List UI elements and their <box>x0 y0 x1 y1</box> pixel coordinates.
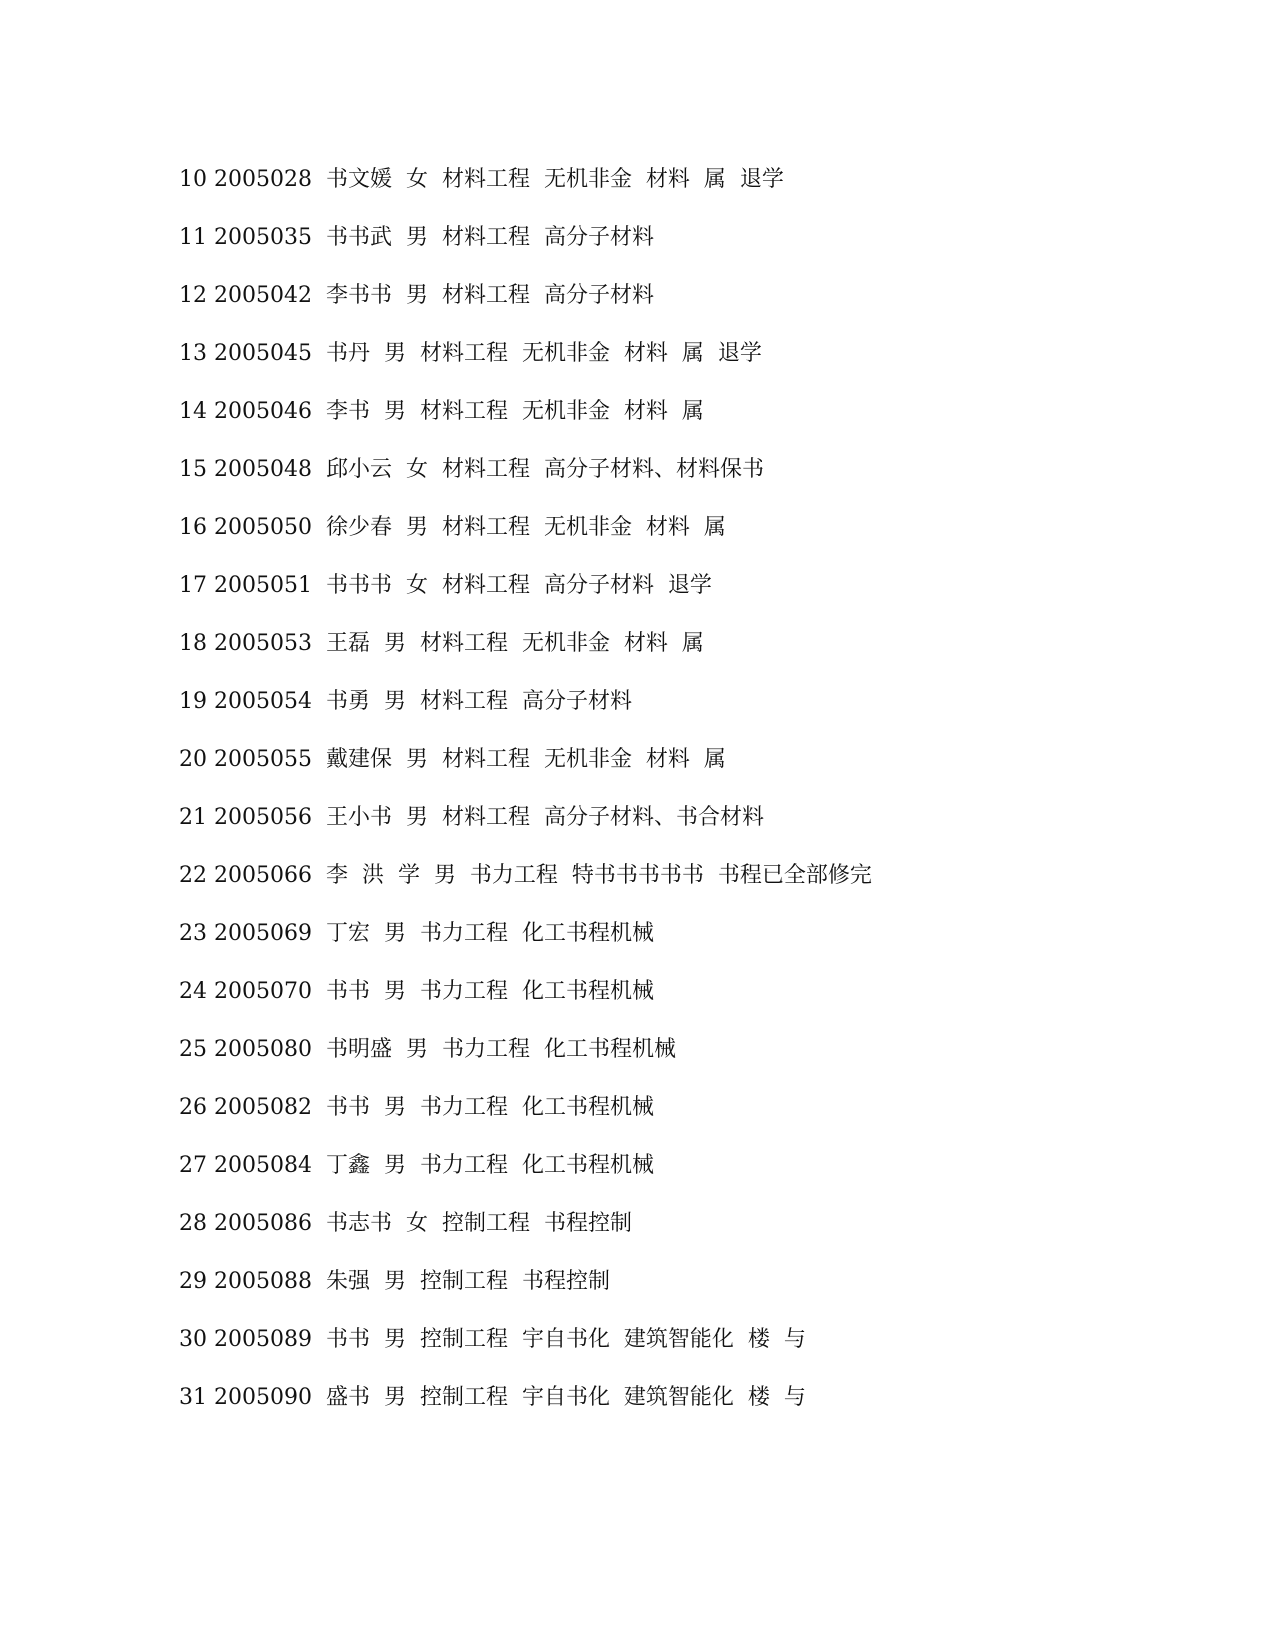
student-id: 2005082 <box>214 1095 312 1120</box>
record-row <box>179 1328 872 1352</box>
record-details: 邱小云 女 材料工程 高分子材料、材料保书 <box>325 457 764 482</box>
student-id: 2005054 <box>214 689 312 714</box>
record-row <box>179 1270 872 1294</box>
row-number: 30 <box>179 1327 207 1352</box>
record-row <box>179 1096 872 1120</box>
row-number: 26 <box>179 1095 207 1120</box>
row-number: 31 <box>179 1385 207 1410</box>
row-number: 17 <box>179 573 207 598</box>
student-id: 2005035 <box>214 225 312 250</box>
record-details: 书书书 女 材料工程 高分子材料 退学 <box>325 573 712 598</box>
record-details: 书勇 男 材料工程 高分子材料 <box>325 689 632 714</box>
record-details: 书书 男 书力工程 化工书程机械 <box>325 1095 654 1120</box>
student-id: 2005086 <box>214 1211 312 1236</box>
student-id: 2005046 <box>214 399 312 424</box>
record-details: 李 洪 学 男 书力工程 特书书书书书 书程已全部修完 <box>325 863 872 888</box>
record-details: 盛书 男 控制工程 宇自书化 建筑智能化 楼 与 <box>325 1385 806 1410</box>
student-id: 2005045 <box>214 341 312 366</box>
record-details: 李书书 男 材料工程 高分子材料 <box>325 283 654 308</box>
record-details: 书志书 女 控制工程 书程控制 <box>325 1211 632 1236</box>
record-details: 丁鑫 男 书力工程 化工书程机械 <box>325 1153 654 1178</box>
record-row <box>179 1154 872 1178</box>
record-row <box>179 342 872 366</box>
row-number: 29 <box>179 1269 207 1294</box>
record-row <box>179 284 872 308</box>
record-row <box>179 690 872 714</box>
record-row <box>179 1386 872 1410</box>
student-id: 2005042 <box>214 283 312 308</box>
row-number: 23 <box>179 921 207 946</box>
row-number: 27 <box>179 1153 207 1178</box>
row-number: 22 <box>179 863 207 888</box>
record-details: 朱强 男 控制工程 书程控制 <box>325 1269 610 1294</box>
student-id: 2005051 <box>214 573 312 598</box>
student-id: 2005090 <box>214 1385 312 1410</box>
row-number: 16 <box>179 515 207 540</box>
row-number: 11 <box>179 225 207 250</box>
row-number: 25 <box>179 1037 207 1062</box>
row-number: 14 <box>179 399 207 424</box>
student-id: 2005053 <box>214 631 312 656</box>
row-number: 12 <box>179 283 207 308</box>
record-row <box>179 806 872 830</box>
student-record-list <box>179 168 872 1444</box>
student-id: 2005066 <box>214 863 312 888</box>
student-id: 2005088 <box>214 1269 312 1294</box>
student-id: 2005084 <box>214 1153 312 1178</box>
record-row <box>179 1038 872 1062</box>
record-details: 王磊 男 材料工程 无机非金 材料 属 <box>325 631 704 656</box>
student-id: 2005069 <box>214 921 312 946</box>
record-row <box>179 516 872 540</box>
record-row <box>179 632 872 656</box>
record-row <box>179 922 872 946</box>
row-number: 21 <box>179 805 207 830</box>
student-id: 2005080 <box>214 1037 312 1062</box>
row-number: 10 <box>179 167 207 192</box>
student-id: 2005048 <box>214 457 312 482</box>
record-row <box>179 458 872 482</box>
record-details: 书书 男 控制工程 宇自书化 建筑智能化 楼 与 <box>325 1327 806 1352</box>
record-details: 李书 男 材料工程 无机非金 材料 属 <box>325 399 704 424</box>
record-row <box>179 1212 872 1236</box>
row-number: 28 <box>179 1211 207 1236</box>
record-row <box>179 574 872 598</box>
student-id: 2005055 <box>214 747 312 772</box>
record-details: 书文媛 女 材料工程 无机非金 材料 属 退学 <box>325 167 784 192</box>
row-number: 13 <box>179 341 207 366</box>
record-details: 书明盛 男 书力工程 化工书程机械 <box>325 1037 676 1062</box>
row-number: 24 <box>179 979 207 1004</box>
record-details: 丁宏 男 书力工程 化工书程机械 <box>325 921 654 946</box>
record-details: 王小书 男 材料工程 高分子材料、书合材料 <box>325 805 764 830</box>
student-id: 2005050 <box>214 515 312 540</box>
student-id: 2005089 <box>214 1327 312 1352</box>
row-number: 15 <box>179 457 207 482</box>
row-number: 18 <box>179 631 207 656</box>
record-row <box>179 864 872 888</box>
record-details: 戴建保 男 材料工程 无机非金 材料 属 <box>325 747 726 772</box>
record-row <box>179 226 872 250</box>
record-details: 书书武 男 材料工程 高分子材料 <box>325 225 654 250</box>
record-row <box>179 400 872 424</box>
row-number: 19 <box>179 689 207 714</box>
student-id: 2005056 <box>214 805 312 830</box>
record-details: 书丹 男 材料工程 无机非金 材料 属 退学 <box>325 341 762 366</box>
student-id: 2005028 <box>214 167 312 192</box>
student-id: 2005070 <box>214 979 312 1004</box>
record-details: 徐少春 男 材料工程 无机非金 材料 属 <box>325 515 726 540</box>
record-row <box>179 168 872 192</box>
record-row <box>179 748 872 772</box>
record-row <box>179 980 872 1004</box>
row-number: 20 <box>179 747 207 772</box>
record-details: 书书 男 书力工程 化工书程机械 <box>325 979 654 1004</box>
